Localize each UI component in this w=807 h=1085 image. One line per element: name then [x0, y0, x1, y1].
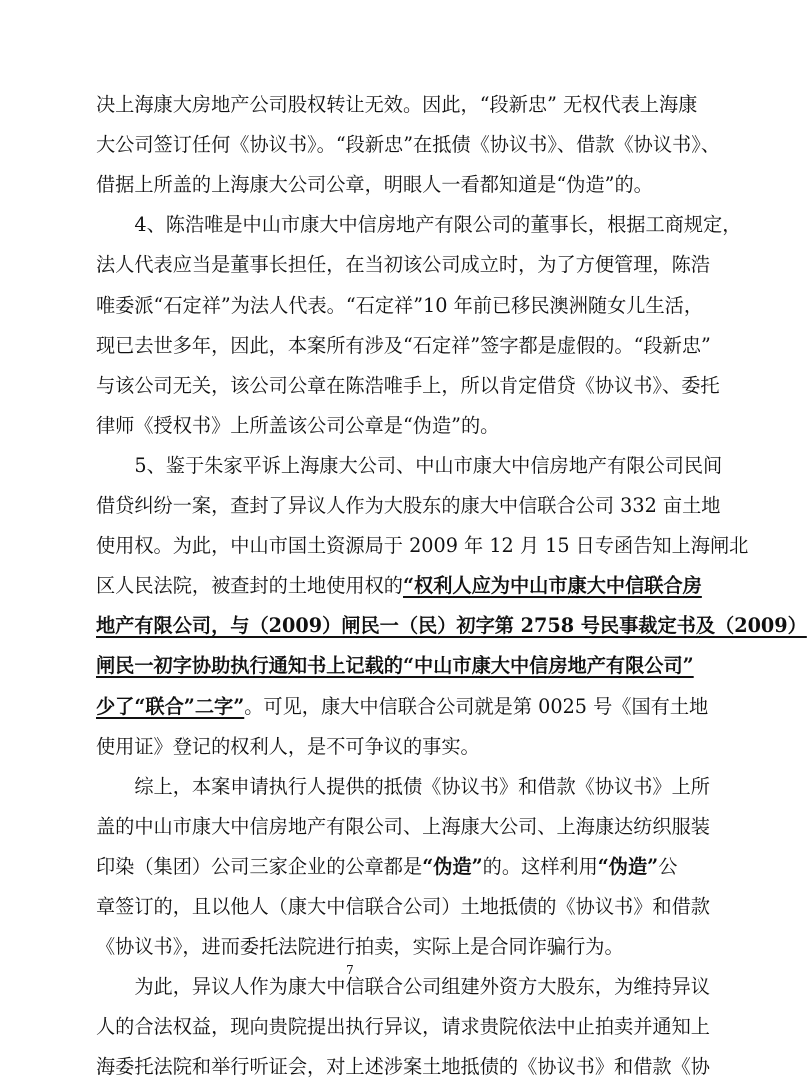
text-span: 。可见，康大中信联合公司就是第 0025 号《国有土地 — [244, 695, 709, 718]
text-span: 使用证》登记的权利人，是不可争议的事实。 — [96, 735, 480, 758]
text-span: 人的合法权益，现向贵院提出执行异议，请求贵院依法中止拍卖并通知上 — [96, 1015, 710, 1038]
page-number: 7 — [346, 963, 354, 977]
text-line — [96, 408, 676, 444]
text-span: 律师《授权书》上所盖该公司公章是“伪造”的。 — [96, 414, 500, 437]
text-span: 决上海康大房地产公司股权转让无效。因此，“段新忠” 无权代表上海康 — [96, 93, 698, 116]
emphasized-underlined-text: 少了“联合”二字” — [96, 695, 245, 718]
text-span: 的。这样利用 — [482, 855, 598, 878]
emphasized-text: “伪造” — [422, 855, 483, 878]
text-line — [96, 528, 749, 564]
text-span: 公 — [658, 855, 678, 878]
text-span: 借贷纠纷一案，查封了异议人作为大股东的康大中信联合公司 332 亩土地 — [96, 494, 721, 517]
text-line — [96, 648, 694, 684]
text-line — [96, 689, 709, 725]
emphasized-underlined-text: 地产有限公司，与（2009）闸民一（民）初字第 2758 号民事裁定书及（2009） — [96, 614, 807, 637]
text-line — [96, 328, 711, 364]
text-line — [96, 1009, 710, 1045]
text-span: 唯委派“石定祥”为法人代表。“石定祥”10 年前已移民澳洲随女儿生活， — [96, 294, 704, 317]
text-line — [96, 608, 807, 644]
text-span: 大公司签订任何《协议书》。“段新忠”在抵债《协议书》、借款《协议书》、 — [96, 133, 721, 156]
emphasized-text: “伪造” — [597, 855, 659, 878]
text-line — [96, 167, 676, 203]
text-span: 使用权。为此，中山市国土资源局于 2009 年 12 月 15 日专函告知上海闸北 — [96, 534, 749, 557]
text-span: 《协议书》，进而委托法院进行拍卖，实际上是合同诈骗行为。 — [96, 935, 624, 958]
text-span: 现已去世多年，因此，本案所有涉及“石定祥”签字都是虚假的。“段新忠” — [96, 334, 711, 357]
text-span: 盖的中山市康大中信房地产有限公司、上海康大公司、上海康达纺织服装 — [96, 815, 710, 838]
text-span: 印染（集团）公司三家企业的公章都是 — [96, 855, 423, 878]
text-span: 海委托法院和举行听证会，对上述涉案土地抵债的《协议书》和借款《协 — [96, 1055, 710, 1078]
text-line — [96, 288, 704, 324]
text-span: 章签订的，且以他人（康大中信联合公司）土地抵债的《协议书》和借款 — [96, 895, 710, 918]
text-span: 为此，异议人作为康大中信联合公司组建外资方大股东，为维持异议 — [96, 975, 710, 998]
text-line — [96, 929, 676, 965]
text-line — [96, 769, 710, 805]
text-line — [96, 247, 710, 283]
text-span: 综上，本案申请执行人提供的抵债《协议书》和借款《协议书》上所 — [96, 775, 710, 798]
text-line — [96, 809, 710, 845]
text-line — [96, 568, 702, 604]
text-line — [96, 729, 676, 765]
text-line — [96, 448, 723, 484]
text-line — [96, 1049, 710, 1085]
text-span: 借据上所盖的上海康大公司公章，明眼人一看都知道是“伪造”的。 — [96, 173, 653, 196]
emphasized-underlined-text: 闸民一初字协助执行通知书上记载的“中山市康大中信房地产有限公司” — [96, 654, 694, 677]
text-line — [96, 127, 721, 163]
text-line — [96, 889, 710, 925]
text-line — [96, 488, 721, 524]
text-line — [96, 368, 720, 404]
text-span: 法人代表应当是董事长担任，在当初该公司成立时，为了方便管理，陈浩 — [96, 253, 710, 276]
text-line — [96, 849, 676, 885]
text-line — [96, 87, 698, 123]
text-span: 区人民法院，被查封的土地使用权的 — [96, 574, 403, 597]
text-span: 4、陈浩唯是中山市康大中信房地产有限公司的董事长，根据工商规定， — [96, 213, 742, 236]
text-span: 5、鉴于朱家平诉上海康大公司、中山市康大中信房地产有限公司民间 — [96, 454, 723, 477]
emphasized-underlined-text: “权利人应为中山市康大中信联合房 — [403, 574, 702, 597]
text-line — [96, 207, 742, 243]
text-span: 与该公司无关，该公司公章在陈浩唯手上，所以肯定借贷《协议书》、委托 — [96, 374, 720, 397]
